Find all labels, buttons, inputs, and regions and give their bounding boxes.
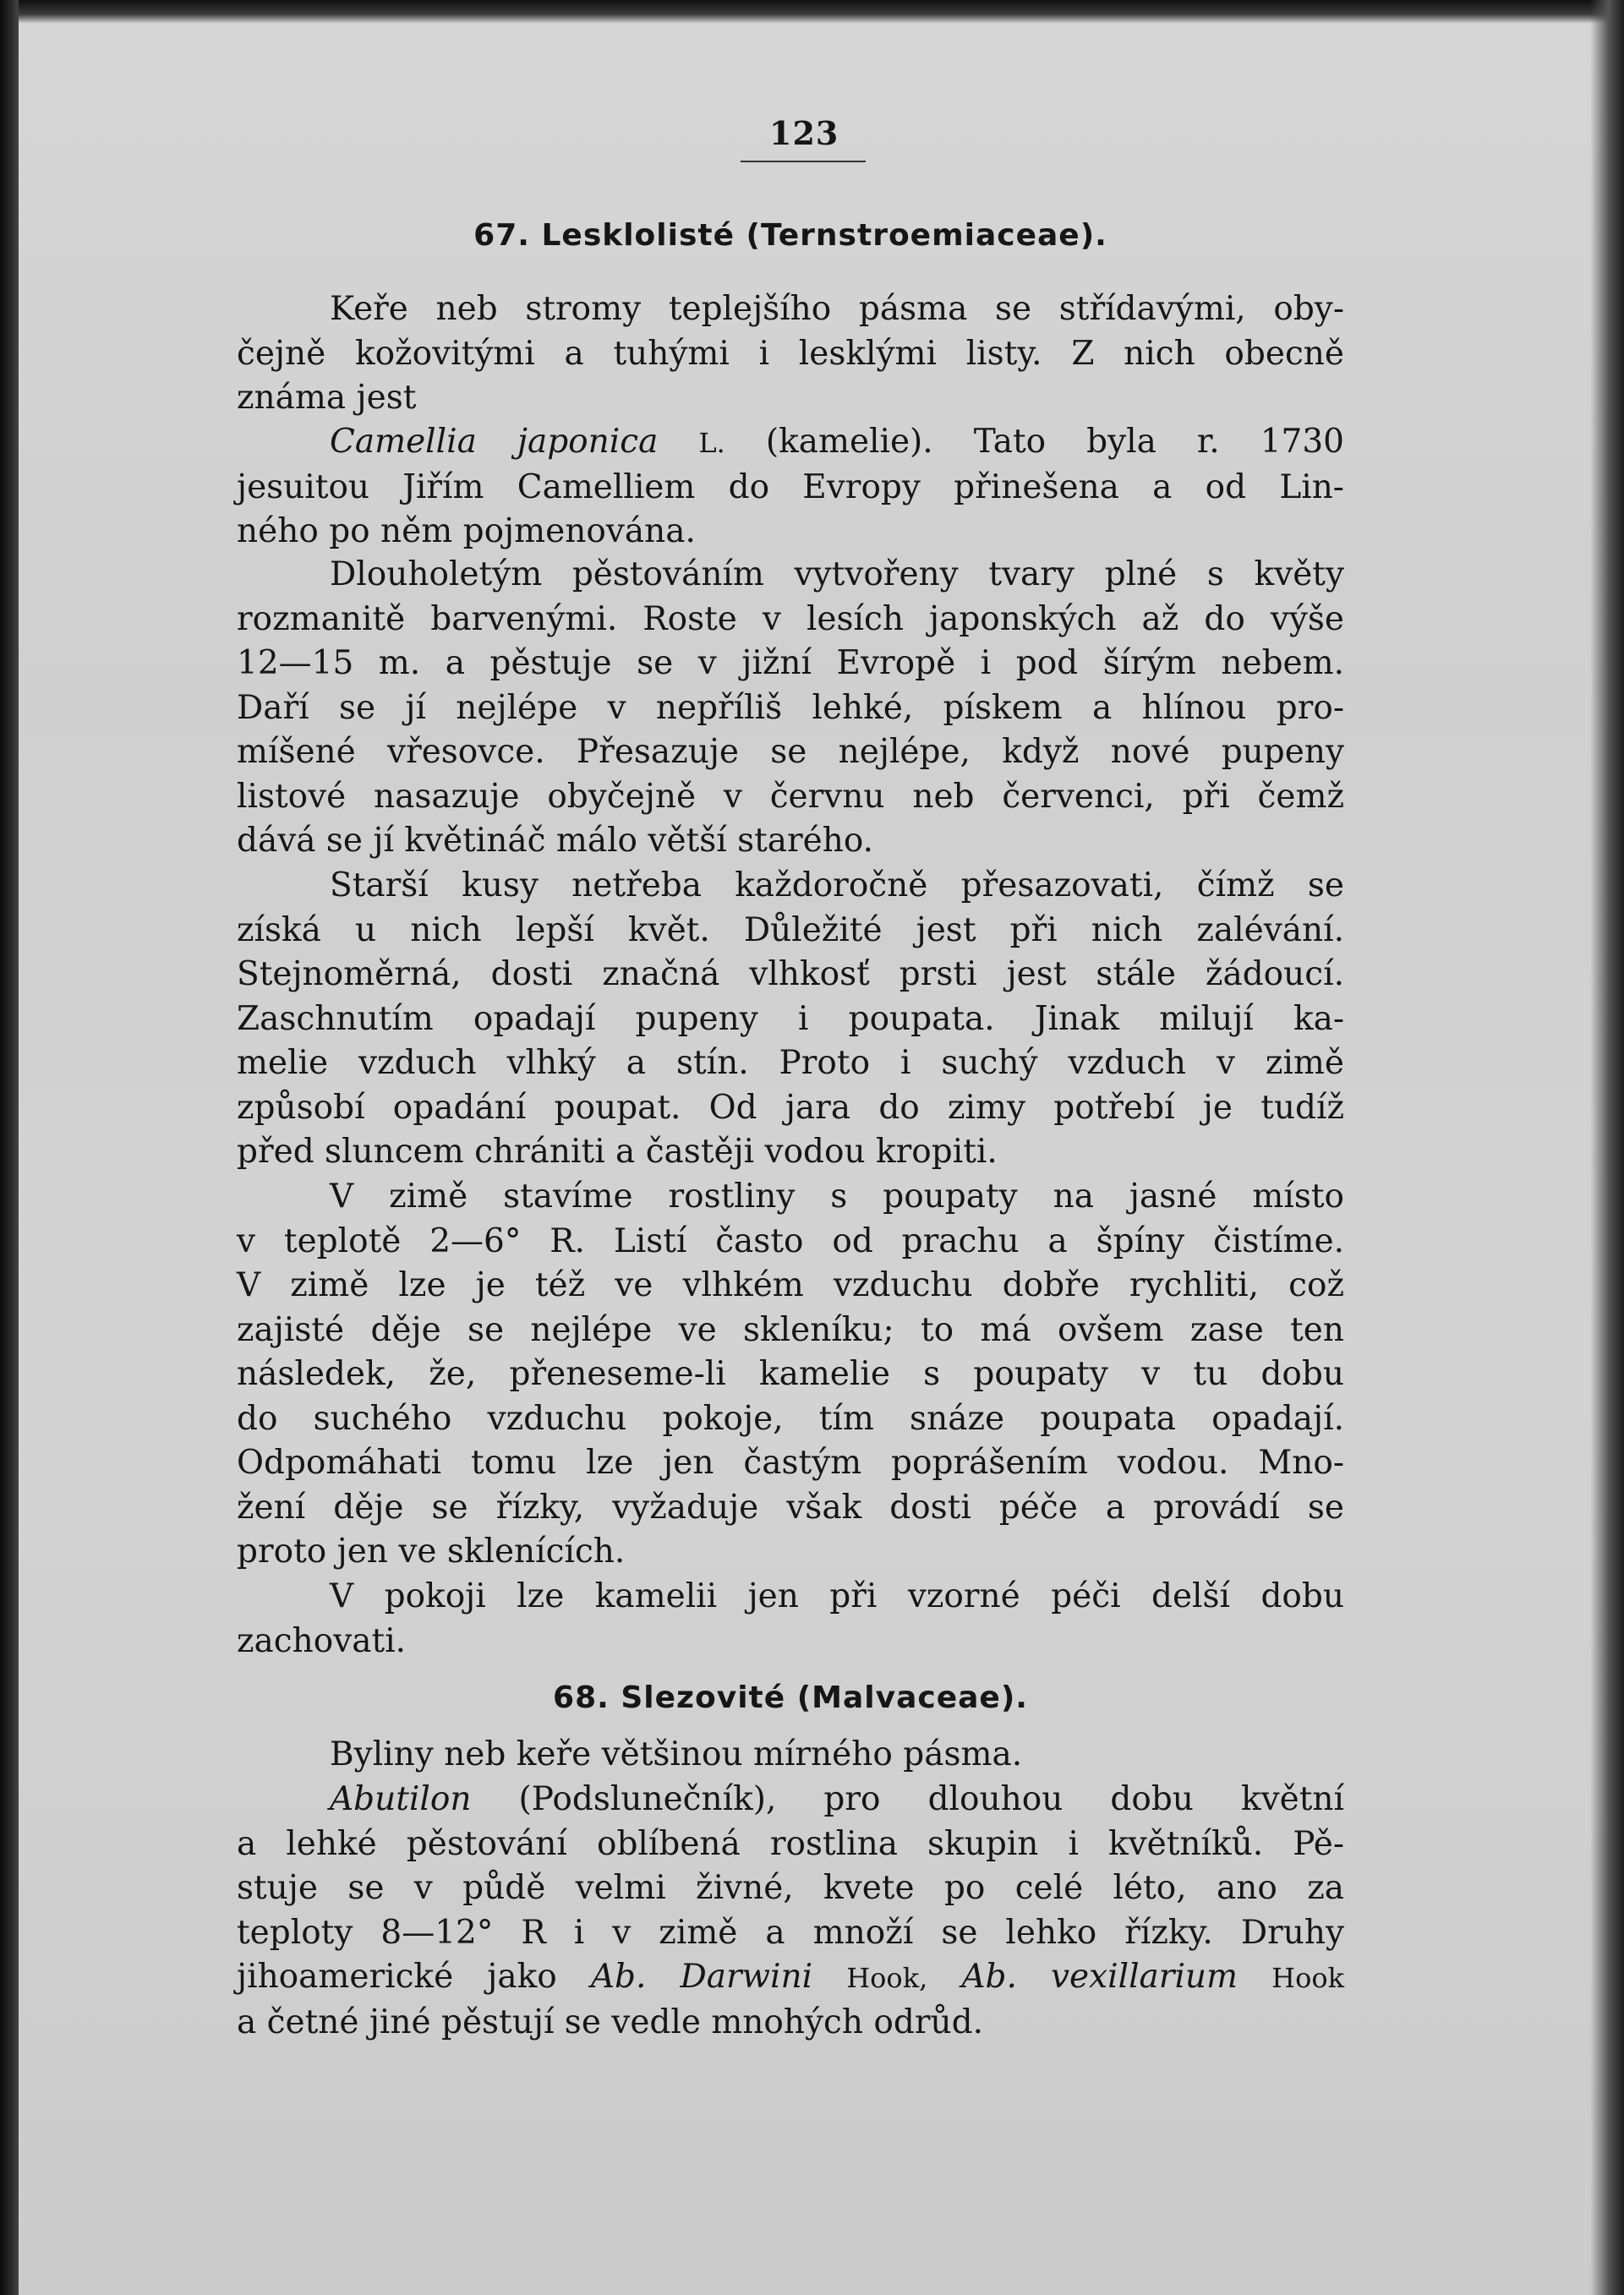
text-line: dává se jí květináč málo větší starého. [237,822,874,860]
species-name: Camellia japonica [330,423,659,461]
section-67-paragraph-5 [237,1175,1344,1575]
text-line: listové nasazuje obyčejně v červnu neb červenci, při čemž [237,777,1344,816]
section-67-paragraph-6 [237,1575,1344,1664]
species-author: L. [698,427,725,459]
text-line: V zimě lze je též ve vlhkém vzduchu dobře rychliti, což [237,1266,1344,1304]
book-page [19,0,1624,2295]
text-run: jihoamerické jako [237,1958,557,1996]
text-line [237,420,1344,466]
text-line: Zaschnutím opadají pupeny i poupata. Jinak milují ka- [237,999,1344,1038]
text-line: před sluncem chrániti a častěji vodou kropiti. [237,1133,998,1171]
section-67-paragraph-2 [237,420,1344,555]
text-line: rozmanitě barvenými. Roste v lesích japonských až do výše [237,599,1344,638]
text-line: žení děje se řízky, vyžaduje však dosti péče a provádí se [237,1488,1344,1527]
text-line: míšené vřesovce. Přesazuje se nejlépe, když nové pupeny [237,733,1344,771]
section-67-heading: 67. Lesklolisté (Ternstroemiaceae). [473,218,1107,253]
text-line: 12—15 m. a pěstuje se v jižní Evropě i pod šírým nebem. [237,644,1344,682]
page-number: 123 [769,114,839,152]
section-68-paragraph-1 [237,1733,1344,1778]
text-run: (Podslunečník), pro dlouhou dobu květní [518,1780,1344,1818]
section-68-heading: 68. Slezovité (Malvaceae). [553,1680,1028,1715]
text-line: stuje se v půdě velmi živné, kvete po celé léto, ano za [237,1869,1344,1907]
text-line: Odpomáhati tomu lze jen častým poprášením vodou. Mno- [237,1444,1344,1482]
text-line: Keře neb stromy teplejšího pásma se střídavými, oby- [330,290,1344,328]
text-line: Starší kusy netřeba každoročně přesazovati, čímž se [330,866,1344,904]
text-line: jesuitou Jiřím Camelliem do Evropy přinešena a od Lin- [237,467,1344,506]
section-67-paragraph-3 [237,553,1344,864]
text-line [237,1778,1344,1822]
text-line: získá u nich lepší květ. Důležité jest při nich zalévání. [237,910,1344,949]
page-number-rule [741,161,866,162]
text-line: Dlouholetým pěstováním vytvořeny tvary plné s květy [330,555,1344,593]
scan-top-shadow [19,0,1624,24]
text-line: V pokoji lze kamelii jen při vzorné péči delší dobu [330,1577,1344,1615]
text-line: následek, že, přeneseme-li kamelie s poupaty v tu dobu [237,1355,1344,1393]
text-line: Daří se jí nejlépe v nepříliš lehké, pískem a hlínou pro- [237,688,1344,727]
text-line: a četné jiné pěstují se vedle mnohých odrůd. [237,2003,983,2041]
text-line: v teplotě 2—6° R. Listí často od prachu a špíny čistíme. [237,1221,1344,1260]
text-line: Stejnoměrná, dosti značná vlhkosť prsti jest stále žádoucí. [237,955,1344,993]
text-line: způsobí opadání poupat. Od jara do zimy potřebí je tudíž [237,1088,1344,1127]
text-run: (kamelie). Tato byla r. 1730 [765,423,1344,461]
section-67-paragraph-4 [237,864,1344,1175]
text-line: Byliny neb keře většinou mírného pásma. [330,1735,1023,1773]
text-line: zajisté děje se nejlépe ve skleníku; to má ovšem zase ten [237,1310,1344,1349]
text-line: ného po něm pojmenována. [237,512,696,550]
genus-name: Abutilon [330,1780,472,1818]
text-line: čejně kožovitými a tuhými i lesklými listy. Z nich obecně [237,334,1344,373]
section-68-paragraph-2 [237,1778,1344,2045]
scan-left-edge [0,0,19,2295]
text-line: melie vzduch vlhký a stín. Proto i suchý vzduch v zimě [237,1044,1344,1082]
species-author: Hook, [846,1962,928,1994]
text-line: do suchého vzduchu pokoje, tím snáze poupata opadají. [237,1399,1344,1438]
text-line: proto jen ve sklenících. [237,1533,626,1571]
text-line: a lehké pěstování oblíbená rostlina skupin i květníků. Pě- [237,1824,1344,1863]
text-line: známa jest [237,379,417,417]
text-line [237,1955,1344,2001]
species-author: Hook [1271,1962,1344,1994]
text-line: V zimě stavíme rostliny s poupaty na jasné místo [330,1178,1344,1216]
section-67-paragraph-1 [237,287,1344,421]
text-line: zachovati. [237,1621,407,1660]
species-name: Ab. vexillarium [961,1958,1239,1996]
scan-right-shadow [1590,0,1624,2295]
species-name: Ab. Darwini [590,1958,813,1996]
text-line: teploty 8—12° R i v zimě a množí se lehko řízky. Druhy [237,1913,1344,1952]
